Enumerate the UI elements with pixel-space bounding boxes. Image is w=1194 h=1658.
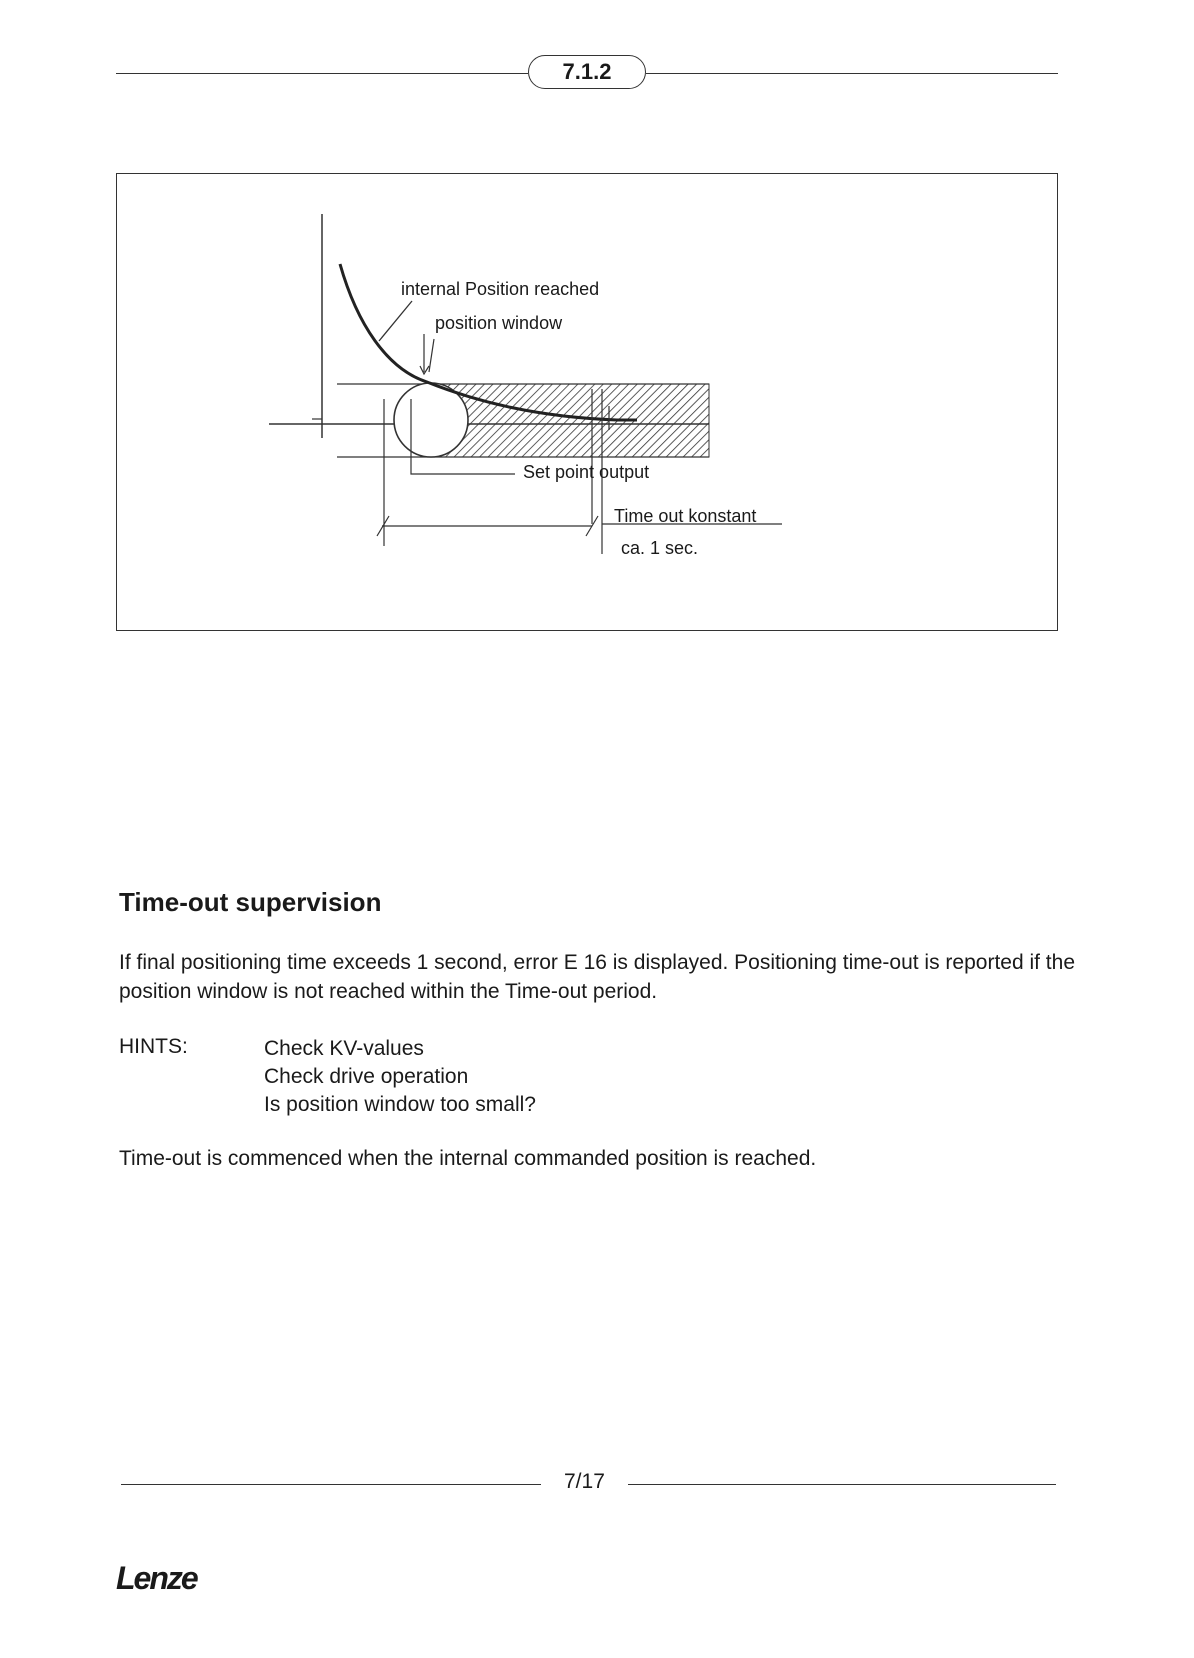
internal-position-leader bbox=[379, 301, 412, 341]
internal-position-label: internal Position reached bbox=[401, 279, 600, 299]
header-rule-left bbox=[116, 73, 528, 74]
timeout-diagram bbox=[117, 174, 1057, 630]
section-paragraph: If final positioning time exceeds 1 second, error E 16 is displayed. Positioning time-out is reported if the position window is not reached within the Time-out period. bbox=[119, 951, 1076, 1003]
figure-frame bbox=[116, 173, 1058, 631]
section-heading: Time-out supervision bbox=[119, 887, 382, 917]
section-number-badge: 7.1.2 bbox=[528, 55, 646, 89]
hint-item: Check drive operation bbox=[264, 1065, 469, 1088]
hint-item: Check KV-values bbox=[264, 1037, 424, 1060]
setpoint-leader bbox=[411, 463, 515, 474]
footer-rule-right bbox=[628, 1484, 1056, 1485]
brand-logo: Lenze bbox=[116, 1560, 197, 1596]
set-point-output-label: Set point output bbox=[523, 462, 650, 482]
time-out-konstant-label: Time out konstant bbox=[614, 506, 757, 526]
ca-1-sec-label: ca. 1 sec. bbox=[621, 538, 699, 558]
position-window-label: position window bbox=[435, 313, 563, 333]
hints-list bbox=[264, 1035, 536, 1119]
closing-sentence: Time-out is commenced when the internal commanded position is reached. bbox=[119, 1147, 817, 1170]
footer-rule-left bbox=[121, 1484, 541, 1485]
header-rule-right bbox=[646, 73, 1058, 74]
hint-item: Is position window too small? bbox=[264, 1093, 536, 1116]
page-number: 7/17 bbox=[564, 1470, 605, 1493]
window-leader-2 bbox=[429, 339, 434, 372]
hints-label: HINTS: bbox=[119, 1035, 188, 1058]
